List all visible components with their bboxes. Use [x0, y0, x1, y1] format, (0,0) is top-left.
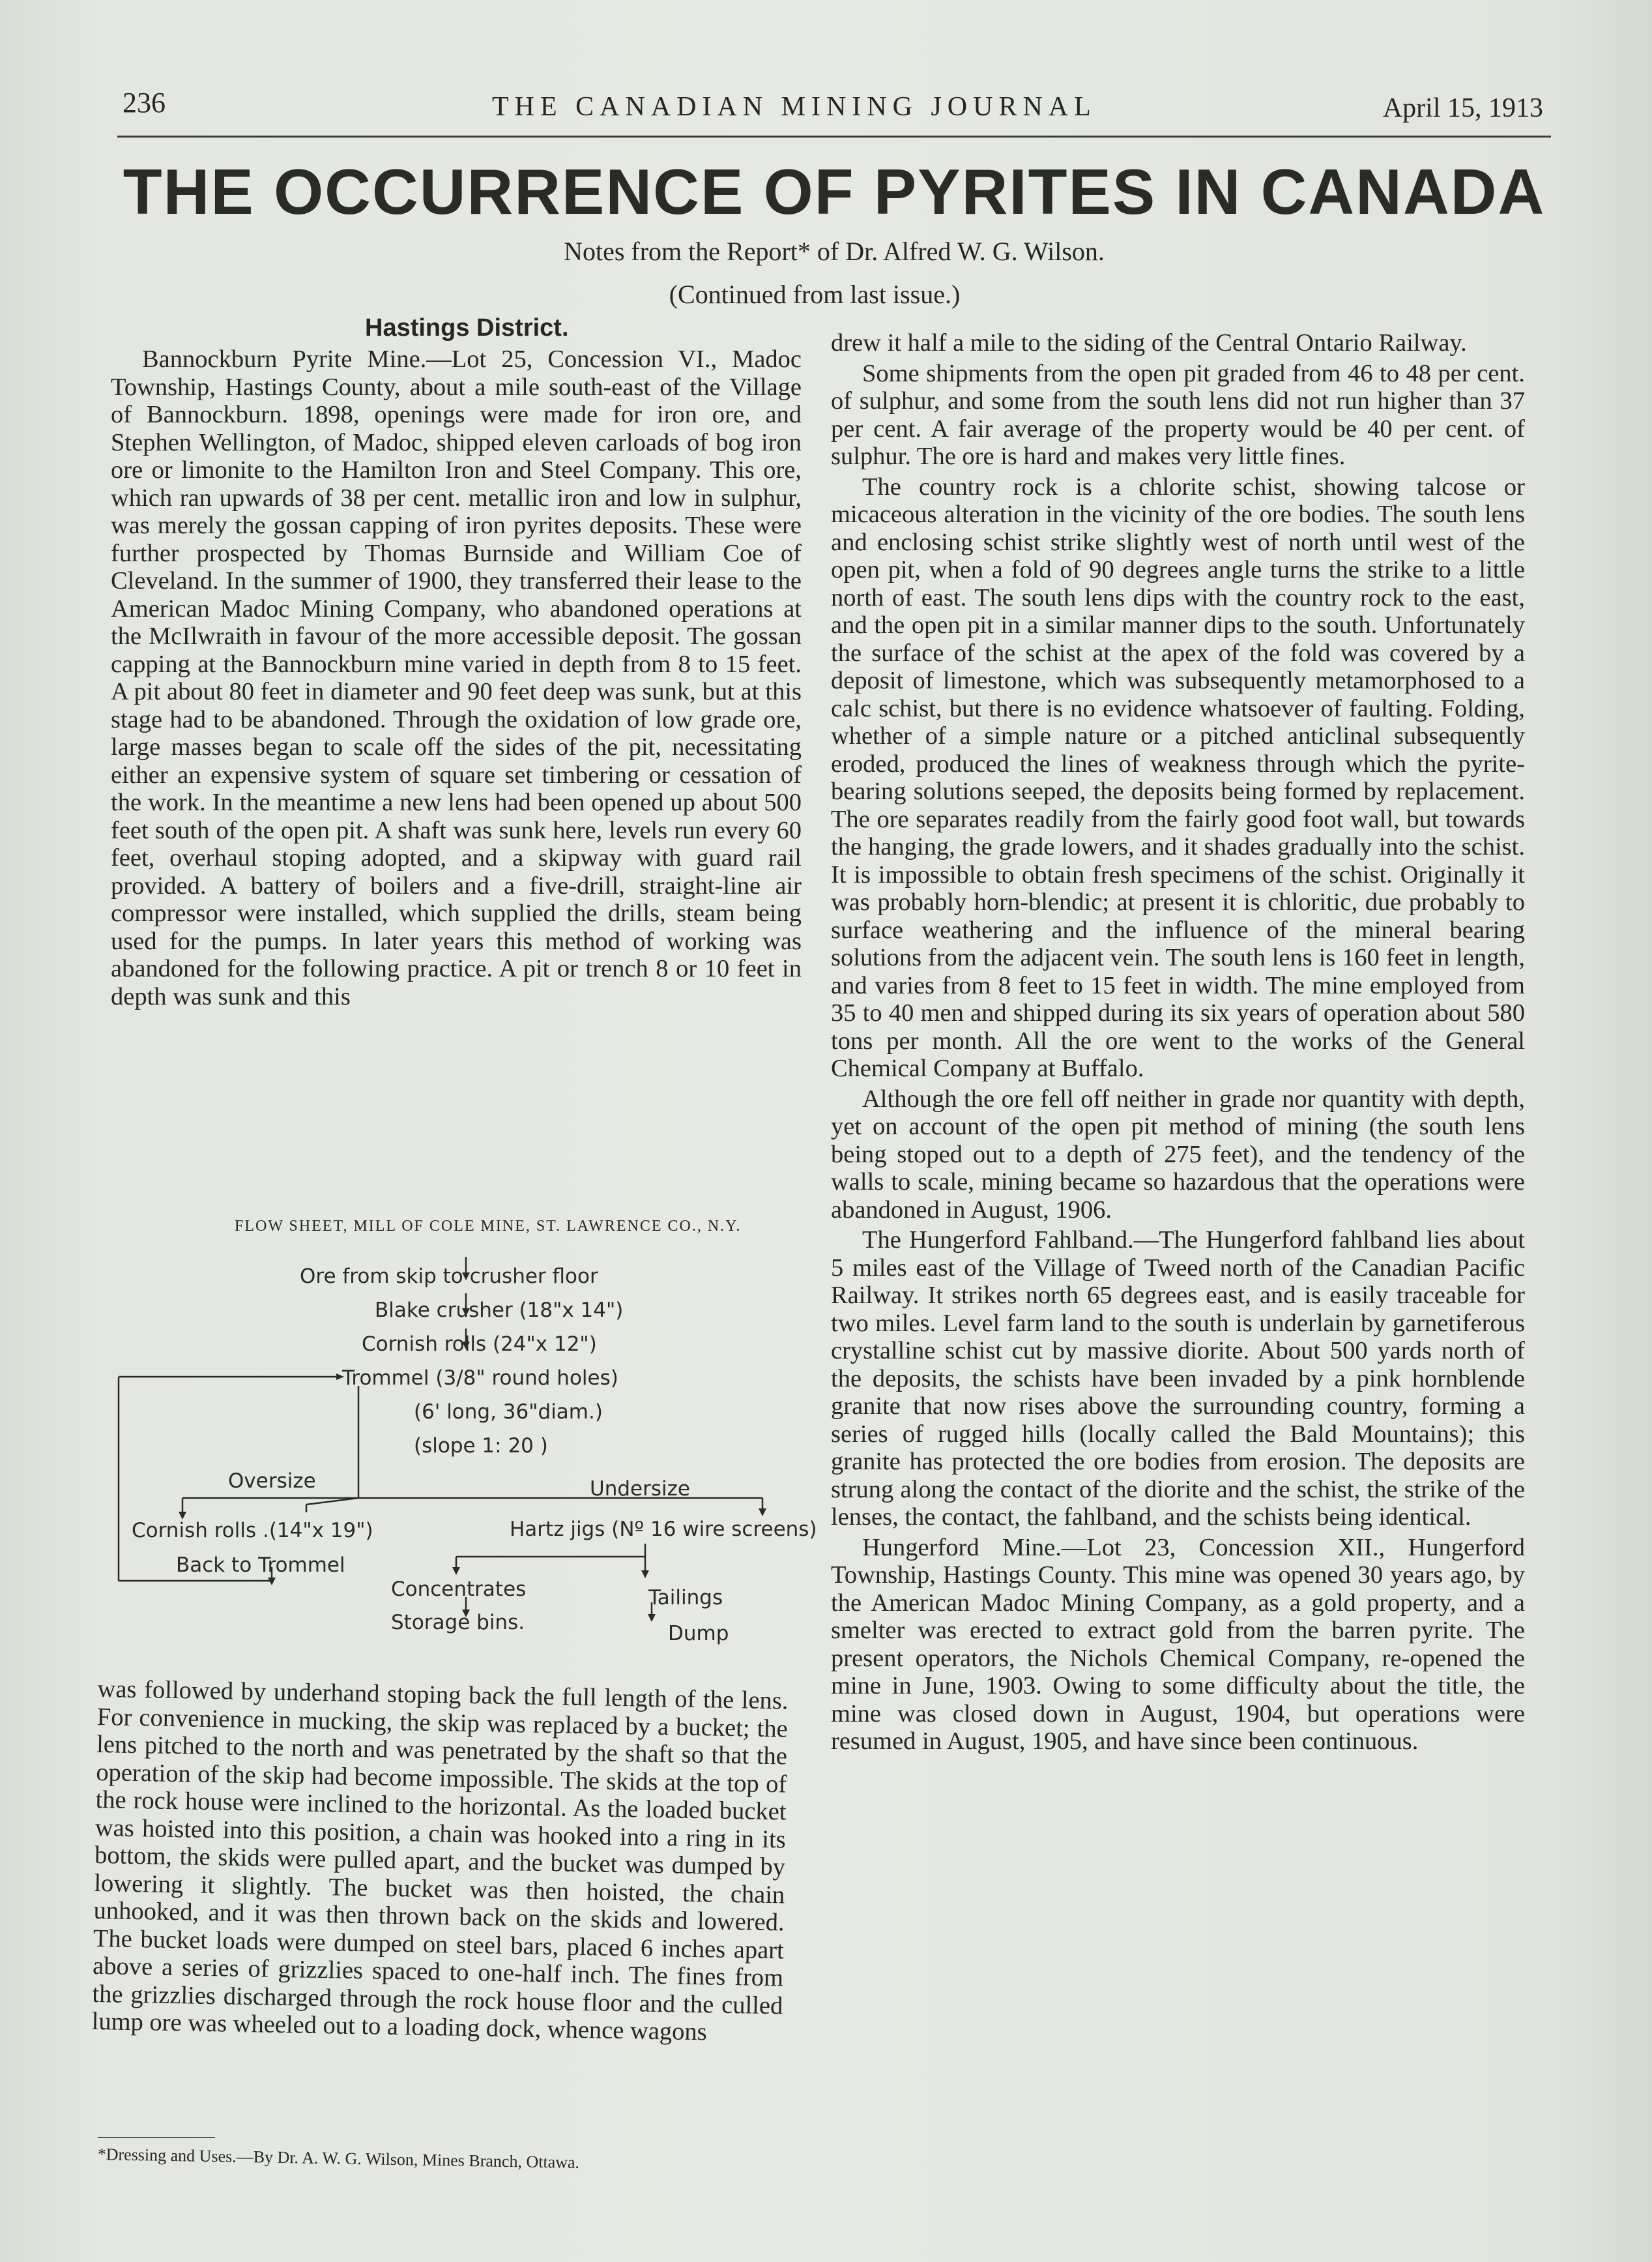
paragraph-railway: drew it half a mile to the siding of the Central Ontario Railway.	[831, 329, 1467, 357]
flow-tailings: Tailings	[648, 1586, 723, 1609]
flow-trommel-size: (6' long, 36"diam.)	[414, 1400, 603, 1424]
flow-concentrates: Concentrates	[391, 1578, 527, 1601]
left-column-top	[111, 345, 802, 1010]
flow-sheet	[111, 1218, 817, 1667]
flow-oversize: Oversize	[228, 1469, 316, 1493]
flow-sheet-title: FLOW SHEET, MILL OF COLE MINE, ST. LAWRENCE CO., N.Y.	[235, 1218, 742, 1235]
flow-trommel-slope: (slope 1: 20 )	[414, 1434, 548, 1458]
article-title: THE OCCURRENCE OF PYRITES IN CANADA	[123, 156, 1546, 228]
footnote: *Dressing and Uses.—By Dr. A. W. G. Wilson, Mines Branch, Ottawa.	[97, 2145, 580, 2172]
continued-note: (Continued from last issue.)	[669, 280, 961, 309]
flow-blake-crusher: Blake crusher (18"x 14")	[375, 1299, 624, 1322]
flow-cornish-rolls-2: Cornish rolls .(14"x 19")	[132, 1519, 373, 1542]
page-header	[117, 83, 1551, 142]
left-column-bottom	[91, 1675, 788, 2048]
article-subtitle: Notes from the Report* of Dr. Alfred W. G. Wilson.	[564, 237, 1105, 266]
flow-hartz-jigs: Hartz jigs (Nº 16 wire screens)	[510, 1518, 817, 1541]
flow-ore-from-skip: Ore from skip to crusher floor	[300, 1265, 598, 1288]
paragraph-bannockburn: Bannockburn Pyrite Mine.—Lot 25, Concession VI., Madoc Township, Hastings County, about a mile south-east of the Village of Bannockburn. 1898, openings were made for iron ore, and Stephen Wellington, of Madoc, shipped eleven carloads of bog iron ore or limonite to the Hamilton Iron and Steel Company. This ore, which ran upwards of 38 per cent. metallic iron and low in sulphur, was merely the gossan capping of iron pyrites deposits. These were further prospected by Thomas Burnside and William Coe of Cleveland. In the summer of 1900, they transferred their lease to the American Madoc Mining Company, who abandoned operations at the McIlwraith in favour of the more accessible deposit. The gossan capping at the Bannockburn mine varied in depth from 8 to 15 feet. A pit about 80 feet in diameter and 90 feet deep was sunk, but at this stage had to be abandoned. Through the oxidation of low grade ore, large masses began to scale off the sides of the pit, necessitating either an expensive system of square set timbering or cessation of the work. In the meantime a new lens had been opened up about 500 feet south of the open pit. A shaft was sunk here, levels run every 60 feet, overhaul stoping adopted, and a skipway with guard rail provided. A battery of boilers and a five-drill, straight-line air compressor were installed, which supplied the drills, steam being used for the pumps. In later years this method of working was abandoned for the following practice. A pit or trench 8 or 10 feet in depth was sunk and this	[111, 345, 802, 1010]
footnote-rule	[98, 2137, 215, 2138]
paragraph-country-rock: The country rock is a chlorite schist, showing talcose or micaceous alteration in the vicinity of the ore bodies. The south lens and enclosing schist strike slightly west of north until west of the open pit, when a fold of 90 degrees angle turns the strike to a little north of east. The south lens dips with the country rock to the east, and the open pit in a similar manner dips to the south. Unfortunately the surface of the schist at the apex of the fold was covered by a deposit of limestone, which was subsequently metamorphosed to a calc schist, but there is no evidence whatsoever of faulting. Folding, whether of a simple nature or a pitched anticlinal subsequently eroded, produced the lines of weakness through which the pyrite-bearing solutions seeped, the deposits being formed by replacement. The ore separates readily from the fairly good foot wall, but towards the hanging, the grade lowers, and it shades gradually into the schist. It is impossible to obtain fresh specimens of the schist. Originally it was probably horn-blendic; at present it is chloritic, due probably to surface weathering and the influence of the mineral bearing solutions from the adjacent vein. The south lens is 160 feet in length, and varies from 8 feet to 15 feet in width. The mine employed from 35 to 40 men and shipped during its six years of operation about 580 tons per month. All the ore went to the works of the General Chemical Company at Buffalo.	[831, 473, 1525, 1082]
paragraph-hungerford-mine: Hungerford Mine.—Lot 23, Concession XII., Hungerford Township, Hastings County. This mine was opened 30 years ago, by the American Madoc Mining Company, as a gold property, and a smelter was erected to extract gold from the barren pyrite. The present operators, the Nichols Chemical Company, re-opened the mine in June, 1903. Owing to some difficulty about the title, the mine was closed down in August, 1904, but operations were resumed in August, 1905, and have since been continuous.	[831, 1533, 1525, 1755]
header-rule	[117, 136, 1551, 138]
right-column	[831, 329, 1525, 1755]
journal-title: THE CANADIAN MINING JOURNAL	[492, 92, 1097, 122]
paragraph-fahlband: The Hungerford Fahlband.—The Hungerford fahlband lies about 5 miles east of the Village of Tweed north of the Canadian Pacific Railway. It strikes north 65 degrees east, and is easily traceable for two miles. Level farm land to the south is underlain by garnetiferous crystalline schist cut by massive diorite. About 500 yards north of the deposits, the schists have been invaded by a pink hornblende granite that now rises above the surrounding country, forming a series of rugged hills (locally called the Bald Mountains); this granite has protected the ore bodies from erosion. The deposits are strung along the contact of the diorite and the schist, the strike of the lenses, the contact, the fahlband, and the schists being identical.	[831, 1226, 1525, 1531]
issue-date: April 15, 1913	[1382, 93, 1543, 123]
paragraph-abandoned: Although the ore fell off neither in grade nor quantity with depth, yet on account of the open pit method of mining (the south lens being stoped out to a depth of 275 feet), and the tendency of the walls to scale, mining became so hazardous that the operations were abandoned in August, 1906.	[831, 1085, 1525, 1224]
flow-dump: Dump	[668, 1622, 729, 1645]
flow-trommel: Trommel (3/8" round holes)	[342, 1366, 618, 1390]
flow-back-to-trommel: Back to Trommel	[176, 1553, 345, 1577]
section-heading: Hastings District.	[365, 314, 569, 342]
paragraph-stoping: was followed by underhand stoping back the full length of the lens. For convenience in mucking, the skip was replaced by a bucket; the lens pitched to the north and was penetrated by the shaft so that the operation of the skip had become impossible. The skids at the top of the rock house were inclined to the horizontal. As the loaded bucket was hoisted into this position, a chain was hooked into a ring in its bottom, the skids were pulled apart, and the bucket was dumped by lowering it slightly. The bucket was then hoisted, the chain unhooked, and it was then thrown back on the skids and lowered. The bucket loads were dumped on steel bars, placed 6 inches apart above a series of grizzlies spaced to one-half inch. The fines from the grizzlies discharged through the rock house floor and the culled lump ore was wheeled out to a loading dock, whence wagons	[91, 1675, 789, 2046]
page-number: 236	[123, 87, 166, 119]
flow-cornish-rolls: Cornish rolls (24"x 12")	[362, 1332, 597, 1356]
flow-storage-bins: Storage bins.	[391, 1611, 525, 1634]
flow-undersize: Undersize	[590, 1477, 690, 1501]
paragraph-shipments: Some shipments from the open pit graded from 46 to 48 per cent. of sulphur, and some from the south lens did not run higher than 37 per cent. A fair average of the property would be 40 per cent. of sulphur. The ore is hard and makes very little fines.	[831, 359, 1525, 470]
